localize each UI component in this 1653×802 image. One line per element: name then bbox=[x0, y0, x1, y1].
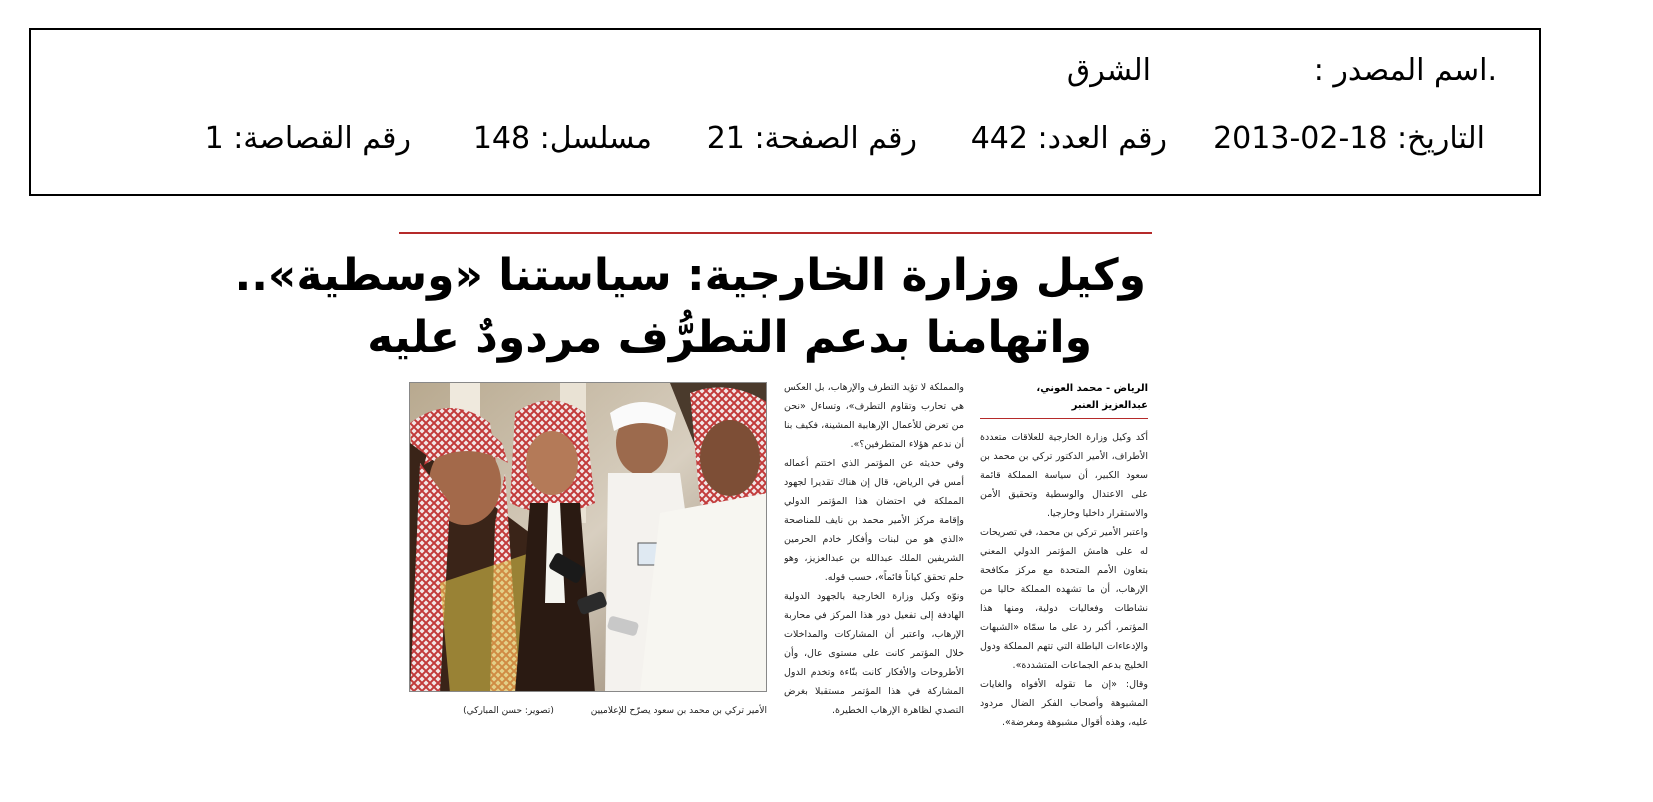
metadata-box bbox=[29, 28, 1541, 196]
paragraph: ونوّه وكيل وزارة الخارجية بالجهود الدولية الهادفة إلى تفعيل دور هذا المركز في محاربة الإرهاب، واعتبر أن المشاركات والمداخلات خلال المؤتمر كانت على مستوى عال، وأن الأطروحات والأفكار كانت بنّاءة وتخدم الدول المشاركة في هذا المؤتمر مستقبلا بغرض التصدي لظاهرة الإرهاب الخطيرة. bbox=[784, 591, 964, 716]
byline-rule bbox=[980, 418, 1148, 419]
article-column-middle bbox=[784, 378, 964, 724]
photo-credit: (تصوير: حسن المباركي) bbox=[463, 706, 554, 716]
headline-line-1: وكيل وزارة الخارجية: سياستنا «وسطية».. bbox=[234, 250, 1146, 301]
byline-authors: الرياض - محمد العوني، bbox=[1036, 383, 1148, 394]
caption-text: الأمير تركي بن محمد بن سعود يصرّح للإعلاميين bbox=[590, 706, 767, 716]
paragraph: والمملكة لا تؤيد التطرف والإرهاب، بل العكس هي تحارب وتقاوم التطرف»، وتساءل «نحن من تعرض للأعمال الإرهابية المشينة، فكيف بنا أن ندعم هؤلاء المتطرفين؟». bbox=[784, 382, 964, 450]
page-number: رقم الصفحة: 21 bbox=[706, 121, 917, 156]
photo-caption bbox=[409, 704, 767, 718]
article-column-right bbox=[980, 428, 1148, 748]
serial-number: مسلسل: 148 bbox=[472, 121, 652, 156]
headline-line-2: واتهامنا بدعم التطرُّف مردودٌ عليه bbox=[367, 312, 1092, 363]
byline bbox=[980, 380, 1148, 414]
clip-number: رقم القصاصة: 1 bbox=[204, 121, 411, 156]
issue-number: رقم العدد: 442 bbox=[970, 121, 1167, 156]
paragraph: وقال: «إن ما تقوله الأفواه والغايات المشبوهة وأصحاب الفكر الضال مردود عليه، وهذه أقوال مشبوهة ومغرضة». bbox=[980, 679, 1148, 728]
byline-authors-2: عبدالعزيز العنبر bbox=[1071, 400, 1148, 411]
news-photo bbox=[409, 382, 767, 692]
news-photo-image bbox=[410, 383, 767, 692]
source-value: الشرق bbox=[1066, 53, 1151, 88]
paragraph: واعتبر الأمير تركي بن محمد، في تصريحات له على هامش المؤتمر الدولي المعني بتعاون الأمم المتحدة مع مركز مكافحة الإرهاب، أن ما تشهده المملكة حاليا من نشاطات وفعاليات دولية، ومنها هذا المؤتمر، أكبر رد على ما سمّاه «الشبهات والإدعاءات الباطلة التي تتهم المملكة ودول الخليج بدعم الجماعات المتشددة». bbox=[980, 527, 1148, 671]
accent-rule bbox=[399, 232, 1152, 234]
paragraph: أكد وكيل وزارة الخارجية للعلاقات متعددة الأطراف، الأمير الدكتور تركي بن محمد بن سعود الكبير، أن سياسة المملكة قائمة على الاعتدال والوسطية وتحقيق الأمن والاستقرار داخليا وخارجيا. bbox=[980, 432, 1148, 519]
source-label: .اسم المصدر : bbox=[1313, 53, 1497, 88]
newspaper-clipping bbox=[234, 232, 1152, 780]
paragraph: وفي حديثه عن المؤتمر الذي اختتم أعماله أمس في الرياض، قال إن هناك تقديرا لجهود المملكة في احتضان هذا المؤتمر الدولي وإقامة مركز الأمير محمد بن نايف للمناصحة «الذي هو من لبنات وأفكار خادم الحرمين الشريفين الملك عبدالله بن عبدالعزيز، وهو حلم تحقق كياناً قائماً»، حسب قوله. bbox=[784, 458, 964, 583]
date-field: التاريخ: 18-02-2013 bbox=[1213, 121, 1485, 156]
